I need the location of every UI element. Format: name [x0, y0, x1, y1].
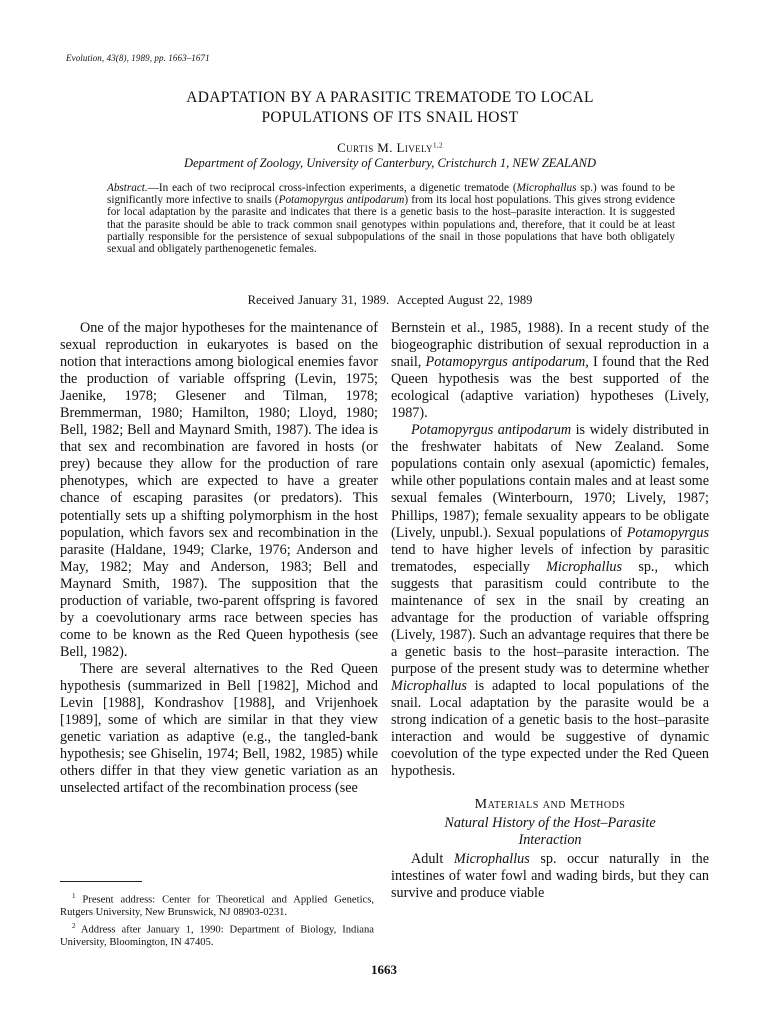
- abstract-text-1: —In each of two reciprocal cross-infection experiments, a digenetic trematode (: [147, 182, 517, 194]
- italic-run: Microphallus: [391, 677, 467, 694]
- abstract-text-2: sp.) was found to be significantly more infective to snails (: [107, 182, 675, 207]
- footnote-1-text: Present address: Center for Theoretical and Applied Genetics, Rutgers University, New Brunswick, NJ 08903-0231.: [60, 894, 374, 919]
- subsection-heading: [391, 815, 709, 849]
- title-line-2: POPULATIONS OF ITS SNAIL HOST: [261, 108, 519, 126]
- footnote-2-mark: 2: [72, 921, 76, 930]
- abstract-text-3: ) from its local host populations. This gives strong evidence for local adaptation by the parasite and indicates that there is a genetic basis to the host–parasite interaction. It is suggested that the parasite should be able to track common snail genotypes within populations and, therefore, that it could be at least partially responsible for the persistence of sexual subpopulations of the snail in those populations that have both obligately sexual and obligately parthenogenetic females.: [107, 194, 675, 256]
- italic-run: Potamopyrgus antipodarum,: [425, 354, 589, 371]
- italic-run: Microphallus: [546, 558, 623, 575]
- italic-run: Microphallus: [453, 851, 530, 868]
- received-date: Received January 31, 1989.: [247, 293, 390, 307]
- abstract-italic-1: Microphallus: [516, 182, 577, 194]
- footnote-rule: [60, 881, 142, 882]
- footnote-1: [60, 890, 374, 920]
- text-run: Adult: [411, 851, 454, 868]
- subsection-heading-line-2: Interaction: [518, 832, 582, 849]
- journal-citation: Evolution, 43(8), 1989, pp. 1663–1671: [66, 53, 210, 63]
- text-run: sp., which suggests that parasitism could contribute to the maintenance of sex in the snail by creating an advantage for the production of variable offspring (Lively, 1987). Such an advantage requires that there be a genetic basis to the host–parasite interaction. The purpose of the present study was to determine whether: [391, 558, 709, 677]
- text-run: tend to have higher levels of infection by parasitic trematodes, especially: [391, 541, 709, 575]
- italic-run: Potamopyrgus antipodarum: [411, 422, 572, 439]
- abstract-label: Abstract.: [107, 182, 148, 194]
- title-line-1: ADAPTATION BY A PARASITIC TREMATODE TO LOCAL: [186, 89, 594, 106]
- left-column: [60, 320, 378, 797]
- footnote-2-text: Address after January 1, 1990: Department of Biology, Indiana University, Bloomington, IN 47405.: [60, 924, 374, 948]
- footnotes: [60, 890, 374, 949]
- body-paragraph-4: [391, 422, 709, 780]
- text-run: I found that the Red Queen hypothesis was the best supported of the ecological (adaptive variation) hypotheses (Lively, 1987).: [391, 354, 709, 422]
- footnote-1-mark: 1: [72, 892, 76, 900]
- body-paragraph-1: One of the major hypotheses for the maintenance of sexual reproduction in eukaryotes is based on the notion that interactions among biological enemies favor the production of variable offspring (Levin, 1975; Jaenike, 1978; Glesener and Tilman, 1978; Bremmerman, 1980; Hamilton, 1980; Lloyd, 1980; Bell, 1982; Bell and Maynard Smith, 1987). The idea is that sex and recombination are favored in hosts (or prey) because they allow for the production of rare phenotypes, which are expected to have a greater chance of escaping parasites (or predators). This potentially sets up a shifting polymorphism in the host population, which favors sex and recombination in the parasite (Haldane, 1949; Clarke, 1976; Anderson and May, 1982; May and Anderson, 1983; Bell and Maynard Smith, 1987). The supposition that the production of variable, two-parent offspring is favored by a coevolutionary arms race between species has come to be known as the Red Queen hypothesis (see Bell, 1982).: [60, 320, 378, 660]
- text-run: is widely distributed in the freshwater habitats of New Zealand. Some populations contain only asexual (apomictic) females, while other populations contain males and at least some sexual females (Winterbourn, 1970; Lively, 1987; Phillips, 1987); female sexuality appears to be obligate (Lively, unpubl.). Sexual populations of: [391, 422, 709, 541]
- section-heading: Materials and Methods: [474, 797, 626, 813]
- abstract: [107, 182, 675, 255]
- body-paragraph-2: There are several alternatives to the Red Queen hypothesis (summarized in Bell [1982], Michod and Levin [1988], Kondrashov [1988], and Vrijenhoek [1989], some of which are similar in that they view genetic variation as adaptive (e.g., the tangled-bank hypothesis; see Ghiselin, 1974; Bell, 1982, 1985) while others differ in that they view genetic variation as an unselected artifact of the recombination process (see: [60, 660, 378, 797]
- author-name: Curtis M. Lively: [337, 140, 433, 155]
- author-line: [100, 140, 680, 156]
- body-paragraph-5: [391, 851, 709, 902]
- dates-line: [100, 293, 680, 308]
- italic-run: Potamopyrgus: [626, 524, 709, 541]
- subsection-heading-line-1: Natural History of the Host–Parasite: [444, 815, 656, 832]
- article-title: [100, 88, 680, 127]
- body-paragraph-3: [391, 320, 709, 422]
- accepted-date: Accepted August 22, 1989: [396, 293, 533, 307]
- right-column: [391, 320, 709, 902]
- author-superscript: 1,2: [432, 141, 443, 150]
- page-number: 1663: [371, 962, 397, 977]
- text-run: is adapted to local populations of the snail. Local adaptation by the parasite would be a strong indication of a genetic basis to the host–parasite interaction and would be suggestive of dynamic coevolution of the type expected under the Red Queen hypothesis.: [391, 677, 709, 780]
- text-run: Bernstein et al., 1985, 1988). In a recent study of the biogeographic distribution of sexual reproduction in a snail,: [391, 320, 709, 371]
- footnote-2: [60, 920, 374, 950]
- text-run: sp. occur naturally in the intestines of water fowl and wading birds, but they can survive and produce viable: [391, 851, 709, 902]
- abstract-italic-2: Potamopyrgus antipodarum: [278, 194, 405, 207]
- author-affiliation: Department of Zoology, University of Canterbury, Cristchurch 1, NEW ZEALAND: [183, 156, 597, 170]
